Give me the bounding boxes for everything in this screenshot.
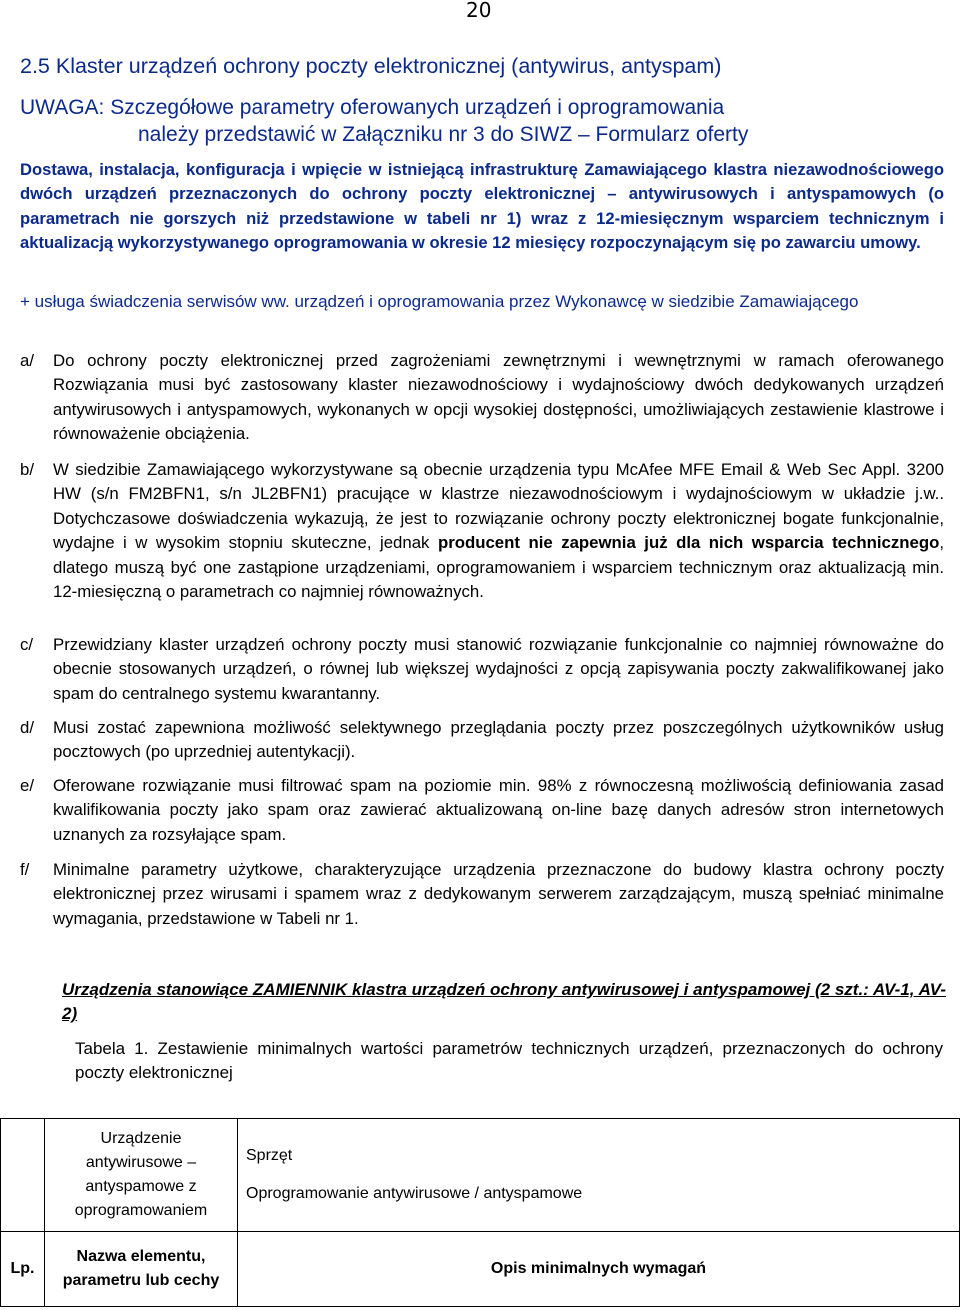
list-item-label: e/ [20, 776, 34, 795]
hardware-label: Sprzęt [246, 1147, 293, 1164]
service-line: + usługa świadczenia serwisów ww. urządzeń i oprogramowania przez Wykonawcę w siedzibie Zamawiającego [20, 292, 859, 311]
list-item-d [20, 716, 944, 765]
table-caption: Tabela 1. Zestawienie minimalnych wartości parametrów technicznych urządzeń, przeznaczonych do ochrony poczty elektronicznej [75, 1039, 943, 1083]
list-item-text: Minimalne parametry użytkowe, charakteryzujące urządzenia przeznaczone do budowy klastra ochrony poczty elektronicznej przez wirusami i spamem wraz z dedykowanym serwerem zarządzającym, muszą spełniać minimalne wymagania, przedstawione w Tabeli nr 1. [53, 860, 944, 928]
table-cell-device: Urządzenie antywirusowe – antyspamowe z oprogramowaniem [45, 1119, 238, 1232]
requirements-table [0, 1118, 960, 1307]
page-number: 20 [466, 0, 492, 22]
list-item-label: b/ [20, 460, 34, 479]
notice-line-1: UWAGA: Szczegółowe parametry oferowanych urządzeń i oprogramowania [20, 96, 725, 119]
list-item-a [20, 349, 944, 447]
list-item-text [53, 458, 944, 604]
list-item-e [20, 774, 944, 847]
intro-paragraph: Dostawa, instalacja, konfiguracja i wpięcie w istniejącą infrastrukturę Zamawiającego klastra niezawodnościowego dwóch urządzeń przeznaczonych do ochrony poczty elektronicznej – antywirusowych i antyspamowych (o parametrach nie gorszych niż przedstawione w tabeli nr 1) wraz z 12-miesięcznym wsparciem technicznym i aktualizacją wykorzystywanego oprogramowania w okresie 12 miesięcy rozpoczynającym się po zawarciu umowy. [20, 160, 944, 253]
list-item-label: c/ [20, 635, 34, 654]
table-header-row [1, 1232, 960, 1307]
list-item-text-bold: producent nie zapewnia już dla nich wsparcia technicznego [437, 533, 940, 553]
list-item-text-before: W siedzibie Zamawiającego wykorzystywane są obecnie urządzenia typu McAfee MFE Email & Web Sec Appl. 3200 HW (s/n FM2BFN1, s/n JL2BFN1) pracujące w klastrze niezawodnościowym i wydajnościowym w układzie j.w.. Dotychczasowe doświadczenia wykazują, że jest to rozwiązanie ochrony poczty elektronicznej bogate funkcjonalnie, wydajne i w wysokim stopniu skuteczne, jednak [53, 460, 944, 553]
list-item-text: Oferowane rozwiązanie musi filtrować spam na poziomie min. 98% z równoczesną możliwością definiowania zasad kwalifikowania poczty jako spam oraz zawierać aktualizowaną on-line bazę danych adresów stron internetowych uznanych za rozsyłające spam. [53, 776, 944, 844]
list-item-text: Przewidziany klaster urządzeń ochrony poczty musi stanowić rozwiązanie funkcjonalnie co najmniej równoważne do obecnie stosowanych urządzeń, o równej lub większej wydajności z opcją zapisywania poczty zakwalifikowanej jako spam do centralnego systemu kwarantanny. [53, 635, 944, 703]
list-item-b [20, 458, 944, 604]
section-heading: 2.5 Klaster urządzeń ochrony poczty elektronicznej (antywirus, antyspam) [20, 54, 722, 78]
list-item-text: Musi zostać zapewniona możliwość selektywnego przeglądania poczty przez poszczególnych użytkowników usług pocztowych (po uprzedniej autentykacji). [53, 718, 944, 762]
list-item-text-after: , dlatego muszą być one zastąpione urządzeniami, oprogramowaniem i wsparciem technicznym oraz aktualizacją min. 12-miesięczną o parametrach co najmniej równoważnych. [53, 533, 944, 602]
notice-line-2: należy przedstawić w Załączniku nr 3 do SIWZ – Formularz oferty [138, 123, 749, 146]
column-header-lp: Lp. [1, 1232, 45, 1307]
table-row [1, 1119, 960, 1232]
list-item-text: Do ochrony poczty elektronicznej przed zagrożeniami zewnętrznymi i wewnętrznymi w ramach oferowanego Rozwiązania musi być zastosowany klaster niezawodnościowy i wydajnościowy dwóch dedykowanych urządzeń antywirusowych i antyspamowych, wykonanych w opcji wysokiej dostępności, umożliwiających zestawienie klastrowe i równoważenie obciążenia. [53, 351, 944, 444]
list-item-label: a/ [20, 351, 34, 370]
column-header-description: Opis minimalnych wymagań [238, 1232, 960, 1307]
list-item-label: d/ [20, 718, 34, 737]
notice [20, 94, 920, 148]
list-item-label: f/ [20, 860, 30, 879]
software-label: Oprogramowanie antywirusowe / antyspamowe [246, 1185, 583, 1202]
table-subheading: Urządzenia stanowiące ZAMIENNIK klastra urządzeń ochrony antywirusowej i antyspamowej (2 szt.: AV-1, AV-2) [62, 980, 946, 1024]
column-header-name: Nazwa elementu, parametru lub cechy [45, 1232, 238, 1307]
list-item-c [20, 633, 944, 706]
list-item-f [20, 858, 944, 931]
table-cell-empty [1, 1119, 45, 1232]
table-cell-hardware-software [238, 1119, 960, 1232]
